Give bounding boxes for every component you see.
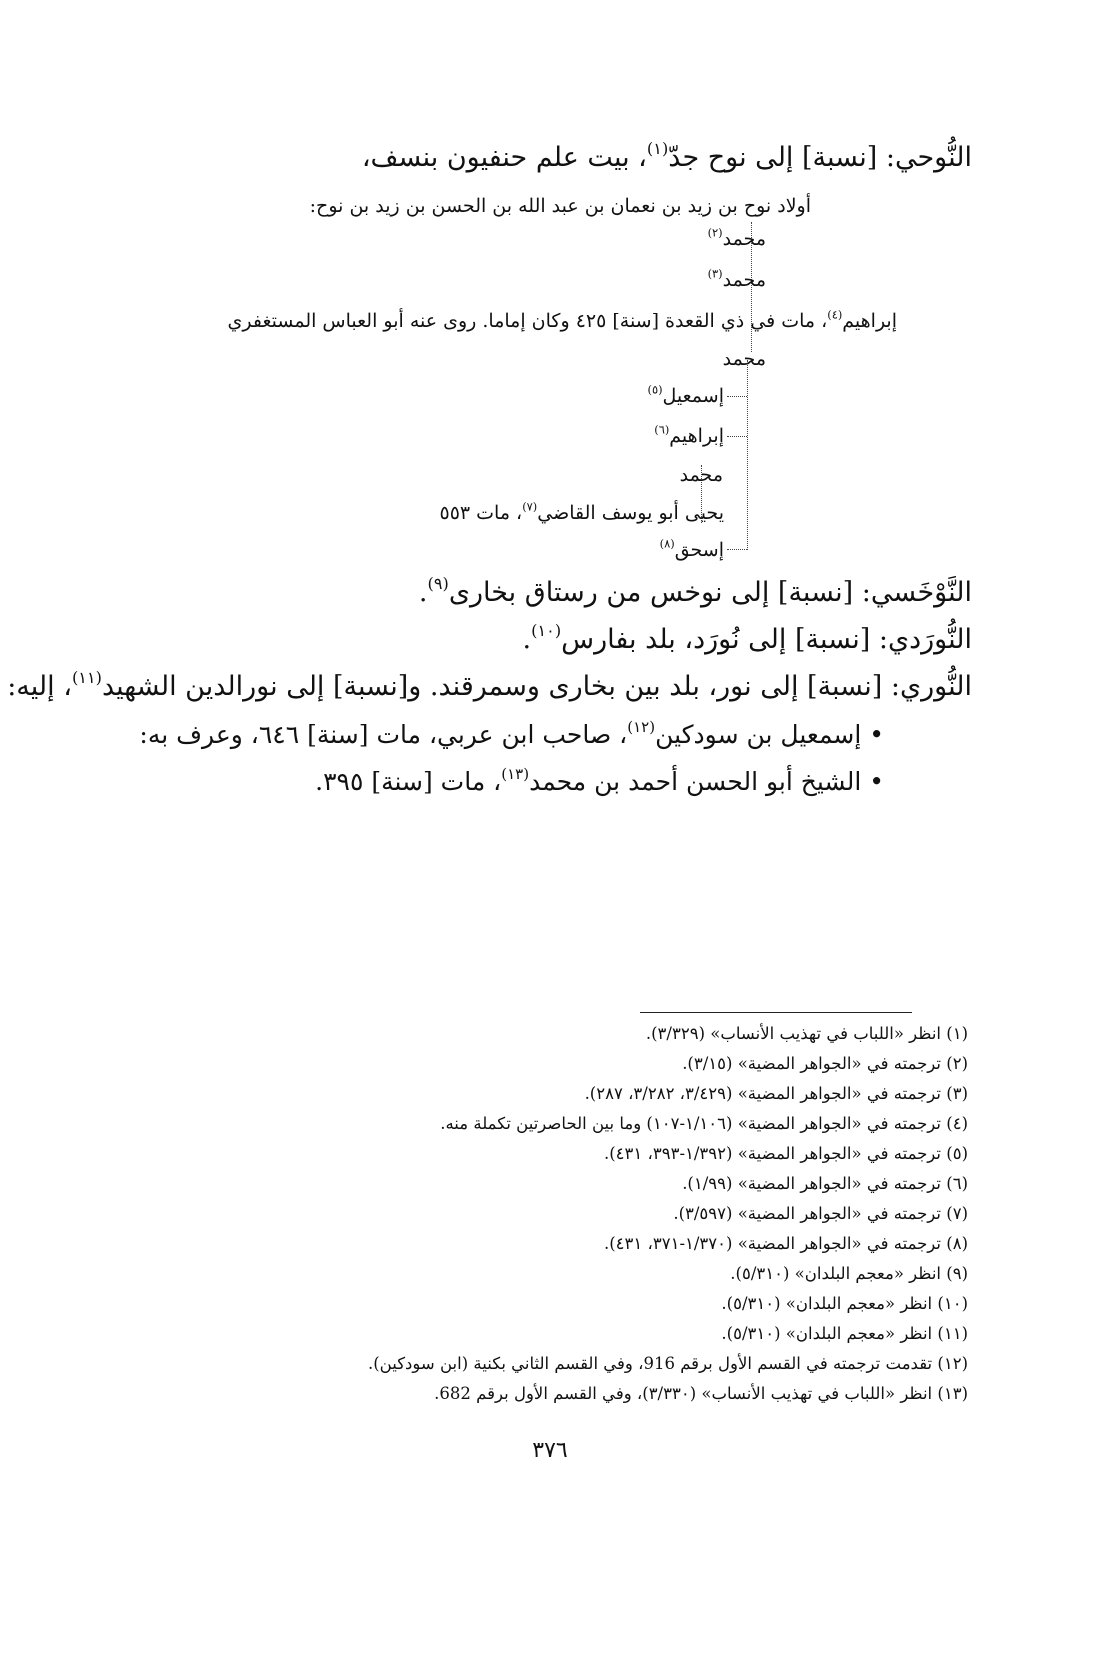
footnote: (٣) ترجمته في «الجواهر المضية» (٣/٤٢٩، ٣/٢٨٢، ٢٨٧). <box>584 1084 968 1103</box>
footnote-ref[interactable]: (٣) <box>707 266 723 281</box>
footnote: (١) انظر «اللباب في تهذيب الأنساب» (٣/٣٢٩). <box>645 1024 968 1043</box>
footnote-ref[interactable]: (٥) <box>647 382 663 397</box>
footnote: (٦) ترجمته في «الجواهر المضية» (١/٩٩). <box>682 1174 968 1193</box>
footnote-ref[interactable]: (٢) <box>707 225 723 240</box>
entry-text: النُّوري: [نسبة] إلى نور، بلد بين بخارى وسمرقند. و[نسبة] إلى نورالدين الشهيد <box>101 671 972 702</box>
page-number: ٣٧٦ <box>532 1438 568 1463</box>
footnote: (١٣) انظر «اللباب في تهذيب الأنساب» (٣/٣٣٠)، وفي القسم الأول برقم 682. <box>434 1384 968 1403</box>
footnote-ref[interactable]: (١٣) <box>501 764 530 783</box>
tree-intro: أولاد نوح بن زيد بن نعمان بن عبد الله بن الحسن بن زيد بن نوح: <box>309 195 811 217</box>
footnote-ref[interactable]: (١) <box>646 138 669 158</box>
footnote-ref[interactable]: (٨) <box>659 536 675 551</box>
bullet-item: • إسمعيل بن سودكين$^{(١٢)}$، صاحب ابن عربي، مات [سنة] ٦٤٦، وعرف به: <box>139 717 884 749</box>
footnote: (٤) ترجمته في «الجواهر المضية» (١/١٠٦-١٠٧) وما بين الحاصرتين تكملة منه. <box>440 1114 968 1133</box>
bullet-item: • الشيخ أبو الحسن أحمد بن محمد$^{(١٣)}$، مات [سنة] ٣٩٥. <box>315 764 884 796</box>
tree-node: إسمعيل$^{(٥)}$ <box>647 382 724 407</box>
entry-text: النُّورَدي: [نسبة] إلى نُورَد، بلد بفارس <box>561 624 972 655</box>
tree-node: يحيى أبو يوسف القاضي$^{(٧)}$، مات ٥٥٣ <box>439 499 724 524</box>
tree-connector <box>747 360 748 550</box>
tree-connector <box>727 396 747 397</box>
footnote-ref[interactable]: (٩) <box>427 573 449 593</box>
tree-node: إبراهيم$^{(٦)}$ <box>654 422 724 447</box>
footnote-ref[interactable]: (١١) <box>71 667 102 687</box>
footnote: (٧) ترجمته في «الجواهر المضية» (٣/٥٩٧). <box>673 1204 968 1223</box>
entry-nawardi: النُّورَدي: [نسبة] إلى نُورَد، بلد بفارس$^{(١٠)}$. <box>522 620 972 655</box>
footnote: (١١) انظر «معجم البلدان» (٥/٣١٠). <box>721 1324 968 1343</box>
footnote: (٥) ترجمته في «الجواهر المضية» (١/٣٩٢-٣٩٣، ٤٣١). <box>603 1144 968 1163</box>
tree-connector <box>727 549 747 550</box>
tree-node: محمد <box>679 464 723 486</box>
footnote-ref[interactable]: (٤) <box>827 307 843 322</box>
entry-nukhsi: النَّوْخَسي: [نسبة] إلى نوخس من رستاق بخارى$^{(٩)}$. <box>418 573 972 608</box>
entry-text: ، بيت علم حنفيون بنسف، <box>361 142 647 173</box>
footnote-ref[interactable]: (١٢) <box>627 717 656 736</box>
footnote: (٩) انظر «معجم البلدان» (٥/٣١٠). <box>730 1264 968 1283</box>
entry-nuri: النُّوري: [نسبة] إلى نور، بلد بين بخارى وسمرقند. و[نسبة] إلى نورالدين الشهيد$^{(١١)}$، إليه: <box>7 667 972 702</box>
tree-node: إبراهيم$^{(٤)}$، مات في ذي القعدة [سنة] ٤٢٥ وكان إماما. روى عنه أبو العباس المستغفري <box>227 307 897 332</box>
entry-text: النُّوحي: [نسبة] إلى نوح جدّ <box>668 142 972 173</box>
footnote: (٢) ترجمته في «الجواهر المضية» (٣/١٥). <box>682 1054 968 1073</box>
tree-node: محمد$^{(٢)}$ <box>707 225 766 250</box>
footnote-ref[interactable]: (٦) <box>654 422 670 437</box>
tree-node: إسحق$^{(٨)}$ <box>659 536 724 561</box>
footnote: (١٢) تقدمت ترجمته في القسم الأول برقم 916، وفي القسم الثاني بكنية (ابن سودكين). <box>367 1354 968 1373</box>
entry-text: النَّوْخَسي: [نسبة] إلى نوخس من رستاق بخارى <box>448 577 972 608</box>
tree-connector <box>727 436 747 437</box>
footnote: (٨) ترجمته في «الجواهر المضية» (١/٣٧٠-٣٧١، ٤٣١). <box>603 1234 968 1253</box>
footnote-ref[interactable]: (١٠) <box>531 620 562 640</box>
tree-node: محمد <box>722 348 766 370</box>
tree-node: محمد$^{(٣)}$ <box>707 266 766 291</box>
footnote-ref[interactable]: (٧) <box>522 499 538 514</box>
footnote: (١٠) انظر «معجم البلدان» (٥/٣١٠). <box>721 1294 968 1313</box>
entry-nuhi <box>362 140 972 176</box>
footnote-separator <box>640 1012 912 1013</box>
